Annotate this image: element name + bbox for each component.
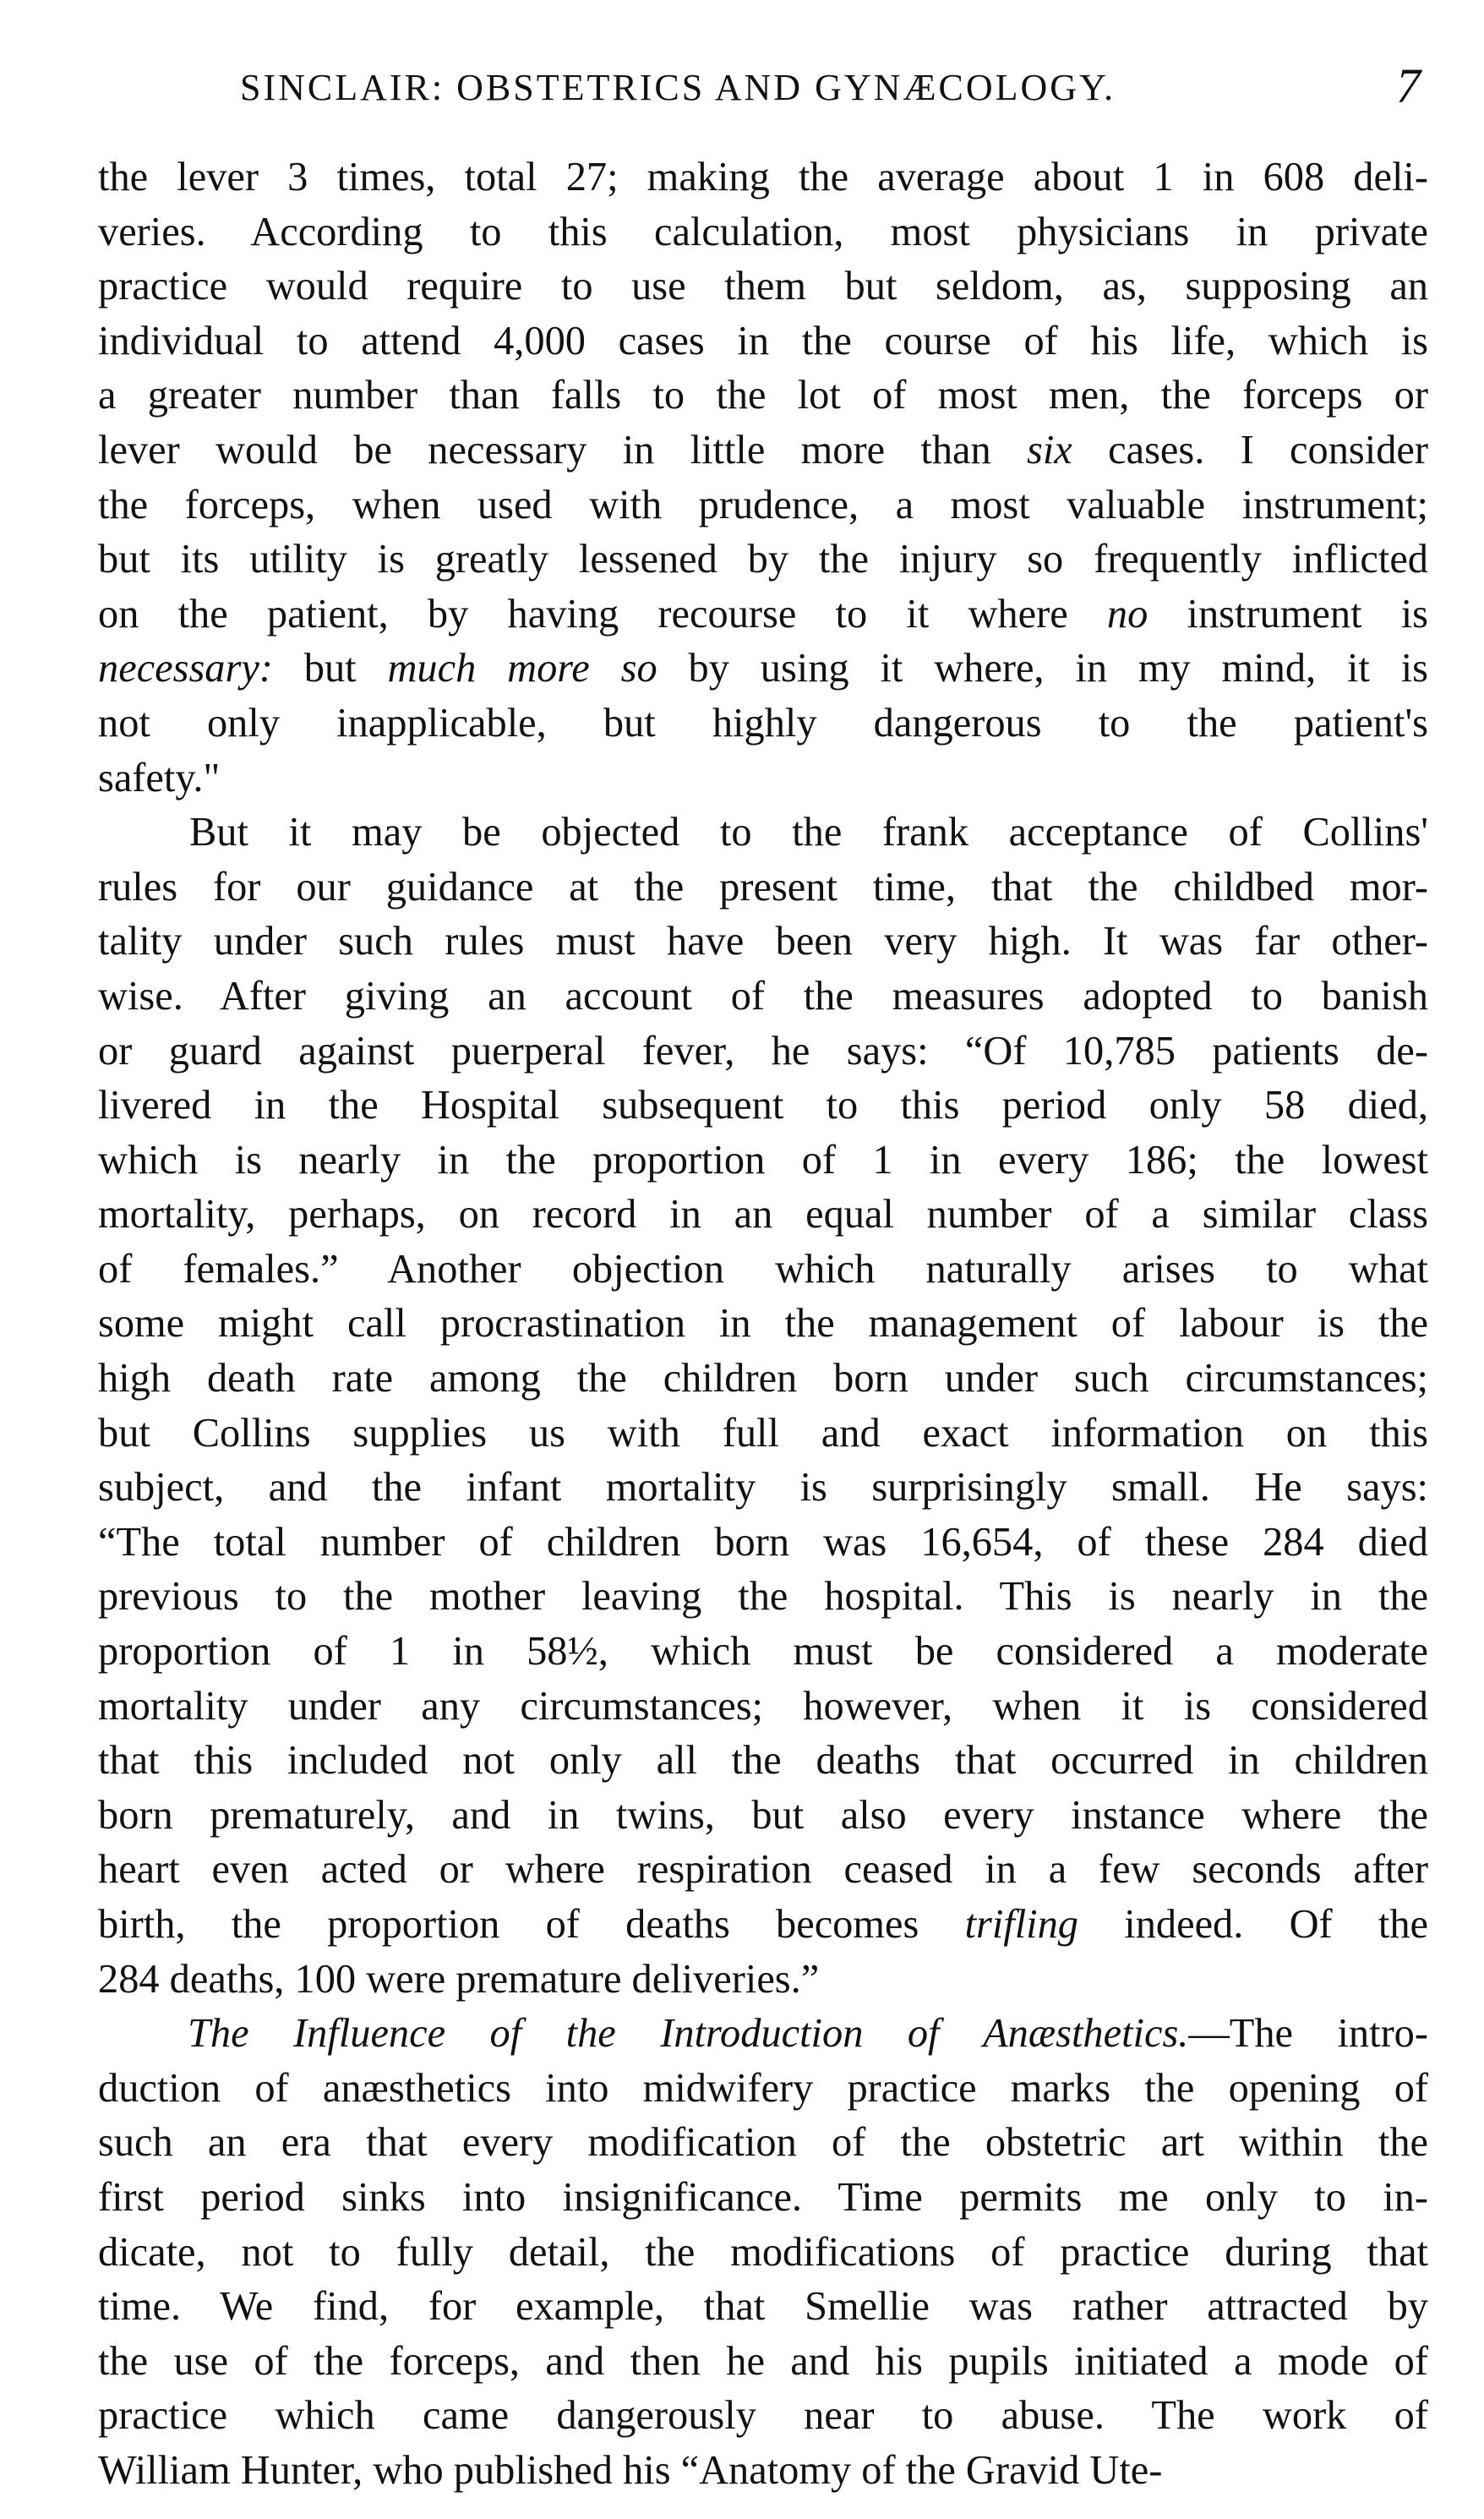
text-line xyxy=(98,205,1428,260)
text-line xyxy=(98,2444,1428,2499)
italic-text: necessary: xyxy=(98,646,273,691)
text-run: William Hunter, who published his “Anatomy of the Gravid Ute- xyxy=(98,2447,1163,2493)
text-run: wise. After giving an account of the measures adopted to banish xyxy=(98,973,1428,1019)
text-run: which is nearly in the proportion of 1 in every 186; the lowest xyxy=(98,1137,1428,1183)
text-line xyxy=(98,861,1428,915)
text-line xyxy=(98,1734,1428,1789)
text-run: or guard against puerperal fever, he says: “Of 10,785 patients de- xyxy=(98,1028,1428,1074)
text-run: high death rate among the children born under such circumstances; xyxy=(98,1356,1428,1402)
text-line xyxy=(98,1297,1428,1352)
text-line xyxy=(98,1461,1428,1516)
text-line xyxy=(98,697,1428,751)
text-run: time. We find, for example, that Smellie was rather attracted by xyxy=(98,2284,1428,2330)
text-run: a greater number than falls to the lot of most men, the forceps or xyxy=(98,373,1428,418)
text-run: instrument is xyxy=(1148,591,1428,637)
text-line xyxy=(98,533,1428,587)
text-line xyxy=(98,970,1428,1025)
text-line xyxy=(98,2116,1428,2171)
text-run: but xyxy=(272,646,388,691)
text-run: birth, the proportion of deaths becomes xyxy=(98,1902,965,1947)
text-line xyxy=(98,1025,1428,1079)
text-line xyxy=(98,1625,1428,1680)
text-run: born prematurely, and in twins, but also every instance where the xyxy=(98,1792,1428,1838)
text-line xyxy=(98,751,1428,806)
text-line xyxy=(98,260,1428,314)
text-run: duction of anæsthetics into midwifery practice marks the opening of xyxy=(98,2065,1428,2111)
text-line xyxy=(98,587,1428,642)
text-run: on the patient, by having recourse to it where xyxy=(98,591,1107,637)
text-run: first period sinks into insignificance. Time permits me only to in- xyxy=(98,2174,1428,2220)
text-run: individual to attend 4,000 cases in the course of his life, which is xyxy=(98,318,1428,363)
text-line xyxy=(98,642,1428,697)
text-run: veries. According to this calculation, most physicians in private xyxy=(98,209,1428,254)
text-run: of females.” Another objection which naturally arises to what xyxy=(98,1246,1428,1292)
text-run: lever would be necessary in little more than xyxy=(98,427,1028,473)
text-line xyxy=(98,1134,1428,1188)
italic-text: no xyxy=(1106,591,1148,637)
text-line xyxy=(98,2389,1428,2444)
text-run: that this included not only all the deaths that occurred in children xyxy=(98,1738,1428,1784)
text-line xyxy=(98,1407,1428,1462)
body-text xyxy=(98,150,1428,2499)
text-run: indeed. Of the xyxy=(1078,1902,1428,1947)
text-line xyxy=(98,2171,1428,2226)
text-line xyxy=(98,478,1428,533)
page-header xyxy=(240,57,1423,125)
text-line xyxy=(98,1898,1428,1953)
text-run: such an era that every modification of the obstetric art within the xyxy=(98,2120,1428,2166)
text-line xyxy=(98,423,1428,478)
text-line xyxy=(98,1843,1428,1898)
text-run: 284 deaths, 100 were premature deliveries.” xyxy=(98,1956,820,2002)
text-run: the forceps, when used with prudence, a most valuable instrument; xyxy=(98,482,1428,527)
text-run: the use of the forceps, and then he and his pupils initiated a mode of xyxy=(98,2338,1428,2384)
text-run: heart even acted or where respiration ceased in a few seconds after xyxy=(98,1847,1428,1893)
italic-text: six xyxy=(1027,427,1072,473)
italic-text: trifling xyxy=(964,1902,1079,1947)
text-run: mortality, perhaps, on record in an equal number of a similar class xyxy=(98,1192,1428,1238)
text-run: livered in the Hospital subsequent to this period only 58 died, xyxy=(98,1083,1428,1128)
text-run: but its utility is greatly lessened by the injury so frequently inflicted xyxy=(98,537,1428,582)
text-line xyxy=(98,1953,1428,2008)
text-run: —The intro- xyxy=(1188,2011,1428,2057)
text-run: But it may be objected to the frank acceptance of Collins' xyxy=(189,810,1428,855)
text-line xyxy=(98,1516,1428,1571)
text-line xyxy=(98,1079,1428,1134)
text-run: “The total number of children born was 16,654, of these 284 died xyxy=(98,1519,1428,1565)
text-run: but Collins supplies us with full and exact information on this xyxy=(98,1410,1428,1456)
text-line xyxy=(98,369,1428,423)
text-line xyxy=(98,2226,1428,2281)
text-run: by using it where, in my mind, it is xyxy=(657,646,1428,691)
text-line xyxy=(98,1352,1428,1407)
italic-text: The Influence of the Introduction of Anæsthetics. xyxy=(188,2011,1189,2057)
text-line xyxy=(98,2007,1428,2062)
text-run: practice would require to use them but seldom, as, supposing an xyxy=(98,264,1428,309)
text-run: cases. I consider xyxy=(1072,427,1428,473)
text-line xyxy=(98,1570,1428,1625)
text-line xyxy=(98,2062,1428,2117)
text-run: not only inapplicable, but highly dangerous to the patient's xyxy=(98,700,1428,746)
text-run: safety." xyxy=(98,755,221,801)
text-line xyxy=(98,806,1428,861)
text-line xyxy=(98,1680,1428,1735)
text-line xyxy=(98,1188,1428,1243)
text-line xyxy=(98,1789,1428,1844)
text-run: the lever 3 times, total 27; making the average about 1 in 608 deli- xyxy=(98,155,1428,199)
page-number: 7 xyxy=(1396,58,1423,113)
text-run: some might call procrastination in the management of labour is the xyxy=(98,1301,1428,1347)
text-line xyxy=(98,2280,1428,2335)
text-run: proportion of 1 in 58½, which must be considered a moderate xyxy=(98,1629,1428,1675)
text-line xyxy=(98,915,1428,970)
text-run: dicate, not to fully detail, the modifications of practice during that xyxy=(98,2229,1428,2275)
italic-text: much more so xyxy=(387,646,657,691)
text-run: rules for our guidance at the present time, that the childbed mor- xyxy=(98,864,1428,910)
text-run: tality under such rules must have been very high. It was far other- xyxy=(98,919,1428,964)
text-line xyxy=(98,1243,1428,1298)
running-head: SINCLAIR: OBSTETRICS AND GYNÆCOLOGY. xyxy=(240,67,1116,108)
text-line xyxy=(98,150,1428,205)
text-run: mortality under any circumstances; however, when it is considered xyxy=(98,1683,1428,1729)
text-run: subject, and the infant mortality is surprisingly small. He says: xyxy=(98,1465,1428,1511)
text-run: practice which came dangerously near to abuse. The work of xyxy=(98,2393,1428,2439)
text-run: previous to the mother leaving the hospital. This is nearly in the xyxy=(98,1574,1428,1620)
text-line xyxy=(98,314,1428,369)
text-line xyxy=(98,2335,1428,2390)
